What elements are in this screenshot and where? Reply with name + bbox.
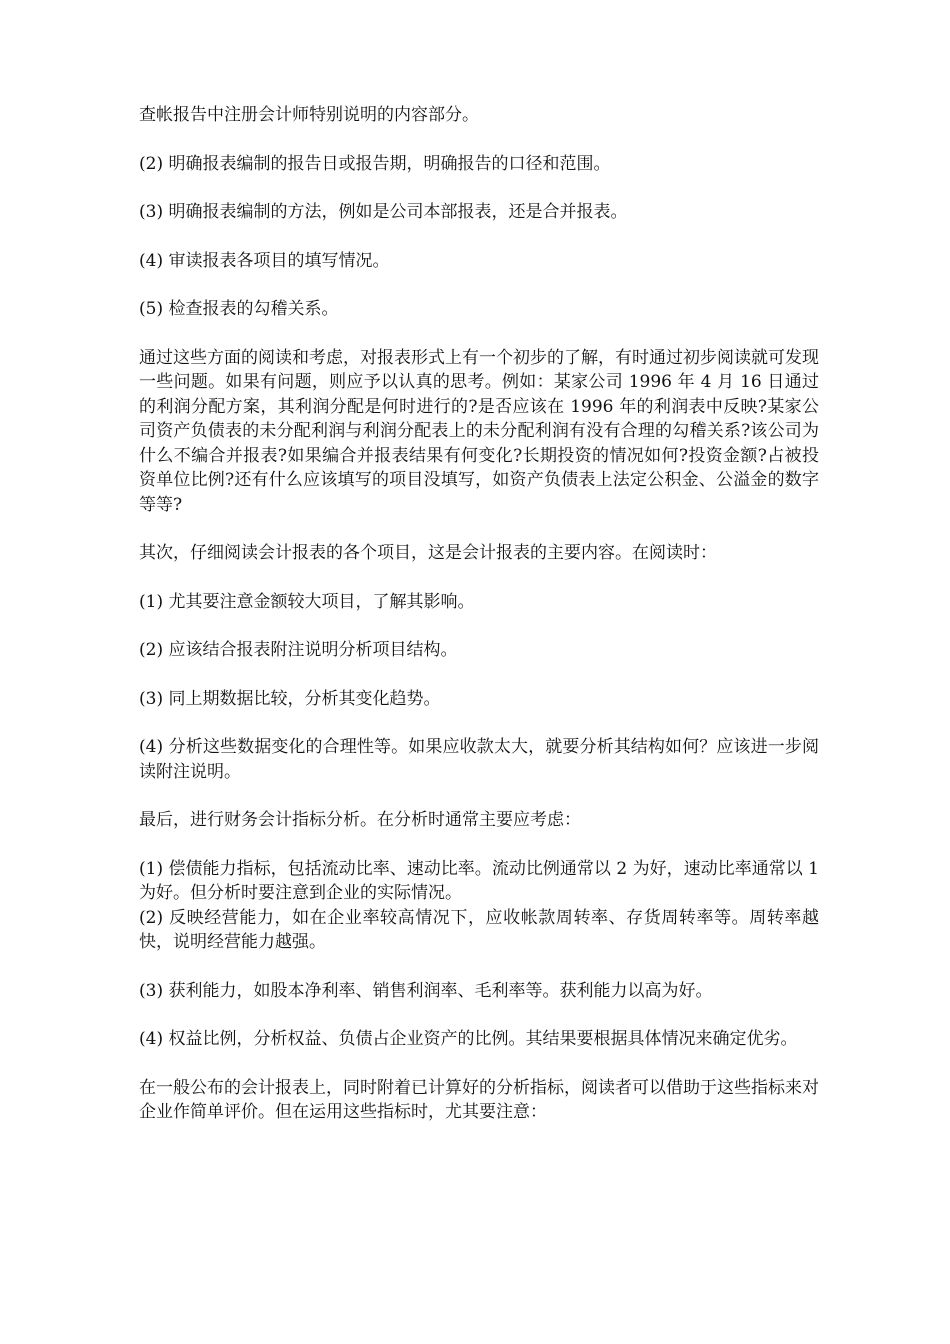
document-page [139,103,819,1149]
paragraph: 通过这些方面的阅读和考虑，对报表形式上有一个初步的了解，有时通过初步阅读就可发现一些问题。如果有问题，则应予以认真的思考。例如：某家公司 1996 年 4 月 16 日通过的利润分配方案，其利润分配是何时进行的?是否应该在 1996 年的利润表中反映?某家公司资产负债表的未分配利润与利润分配表上的未分配利润有没有合理的勾稽关系?该公司为什么不编合并报表?如果编合并报表结果有何变化?长期投资的情况如何?投资金额?占被投资单位比例?还有什么应该填写的项目没填写，如资产负债表上法定公积金、公溢金的数字等等? [139,347,819,515]
list-item: (2) 明确报表编制的报告日或报告期，明确报告的口径和范围。 [139,153,611,174]
list-item: (4) 分析这些数据变化的合理性等。如果应收款太大，就要分析其结构如何？应该进一步阅读附注说明。 [139,737,819,782]
list-item: (4) 审读报表各项目的填写情况。 [139,250,390,271]
list-item: (3) 明确报表编制的方法，例如是公司本部报表，还是合并报表。 [139,202,628,222]
paragraph: 最后，进行财务会计指标分析。在分析时通常主要应考虑： [139,810,581,830]
paragraph: 在一般公布的会计报表上，同时附着已计算好的分析指标，阅读者可以借助于这些指标来对企业作简单评价。但在运用这些指标时，尤其要注意： [139,1077,819,1122]
paragraph: 其次，仔细阅读会计报表的各个项目，这是会计报表的主要内容。在阅读时： [139,543,717,563]
list-item: (4) 权益比例，分析权益、负债占企业资产的比例。其结果要根据具体情况来确定优劣。 [139,1029,798,1049]
list-item: (5) 检查报表的勾稽关系。 [139,299,339,319]
list-item: (2) 应该结合报表附注说明分析项目结构。 [139,640,458,660]
list-item: (3) 同上期数据比较，分析其变化趋势。 [139,688,441,709]
list-item: (2) 反映经营能力，如在企业率较高情况下，应收帐款周转率、存货周转率等。周转率越快，说明经营能力越强。 [139,907,819,952]
paragraph: 查帐报告中注册会计师特别说明的内容部分。 [139,105,479,125]
list-item: (3) 获利能力，如股本净利率、销售利润率、毛利率等。获利能力以高为好。 [139,980,713,1001]
list-item: (1) 偿债能力指标，包括流动比率、速动比率。流动比例通常以 2 为好，速动比率通常以 1 为好。但分析时要注意到企业的实际情况。 [139,858,819,903]
list-item: (1) 尤其要注意金额较大项目，了解其影响。 [139,591,475,612]
